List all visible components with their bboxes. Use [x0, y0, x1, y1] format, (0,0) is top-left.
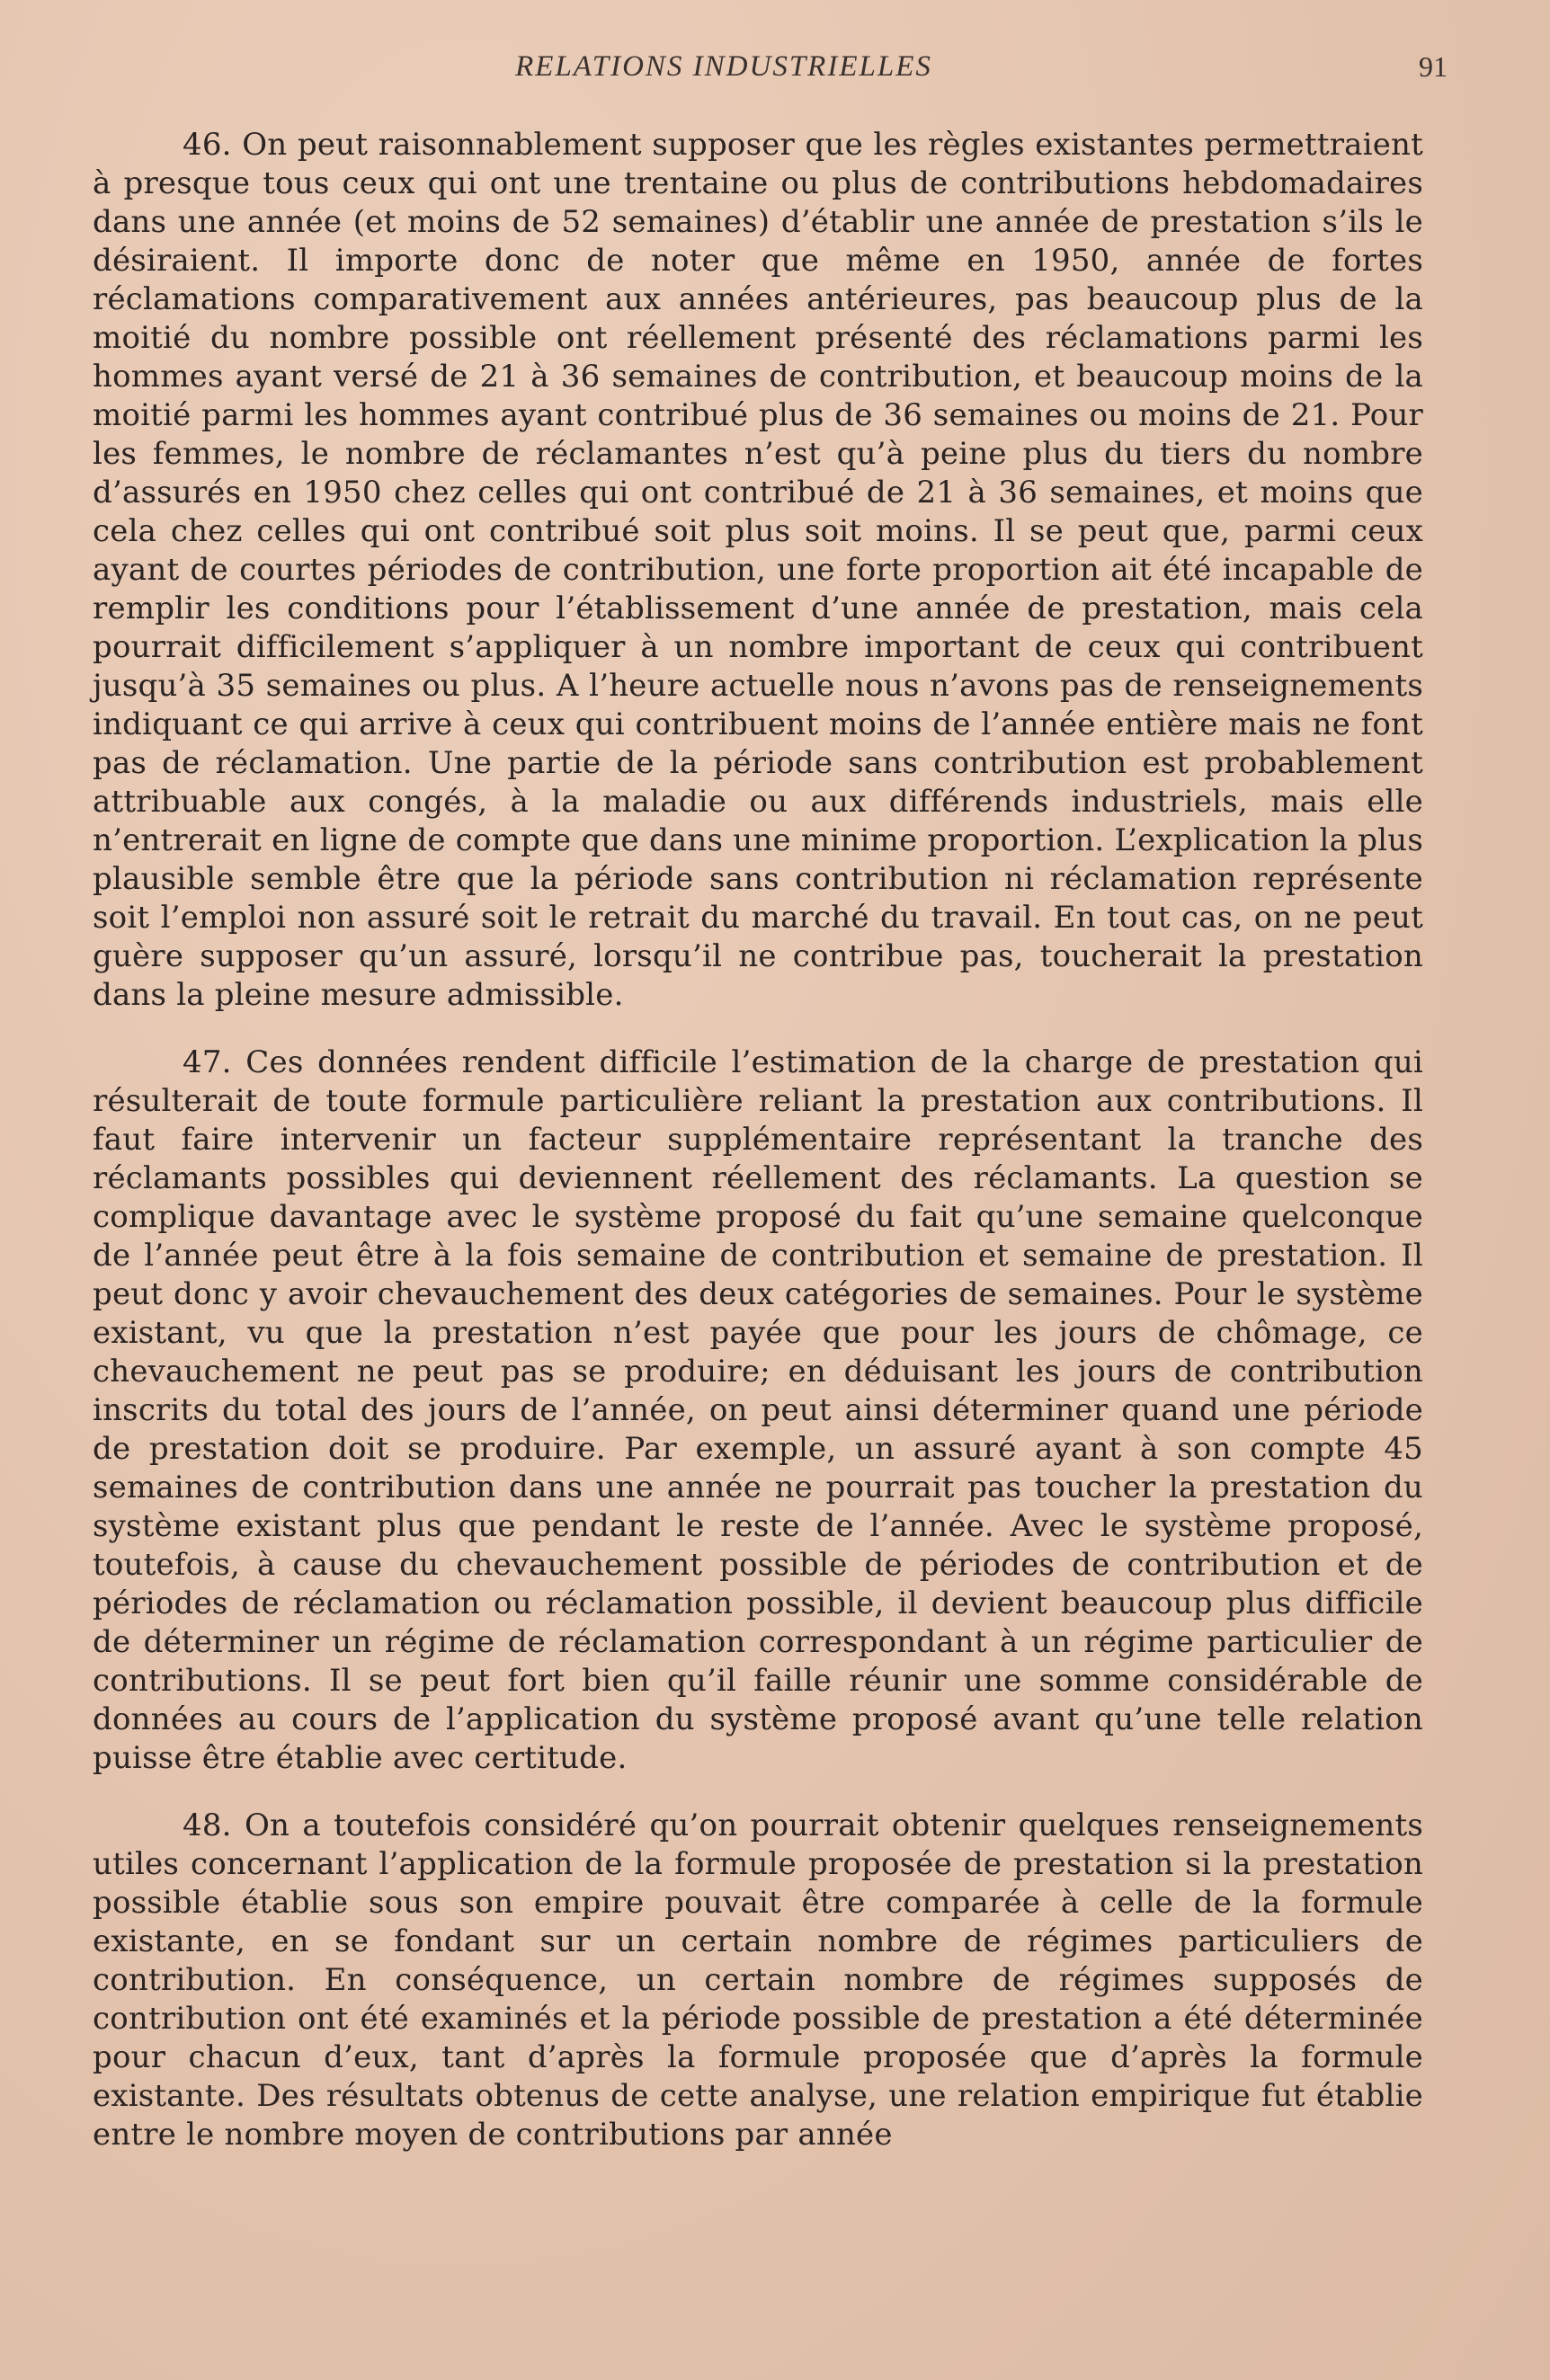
paragraph-number: 46. — [183, 127, 232, 163]
running-head — [90, 50, 1448, 95]
paragraph-text: On peut raisonnablement supposer que les règles existantes permettraient à presque tous ceux qui ont une trentaine ou plus de contributions hebdomadaires dans une année (et moins de 52 semaines) d’établir une année de prestation s’ils le désiraient. Il importe donc de noter que même en 1950, année de fortes réclamations comparativement aux années antérieures, pas beaucoup plus de la moitié du nombre possible ont réellement présenté des réclamations parmi les hommes ayant versé de 21 à 36 semaines de contribution, et beaucoup moins de la moitié parmi les hommes ayant contribué plus de 36 semaines ou moins de 21. Pour les femmes, le nombre de réclamantes n’est qu’à peine plus du tiers du nombre d’assurés en 1950 chez celles qui ont contribué de 21 à 36 semaines, et moins que cela chez celles qui ont contribué soit plus soit moins. Il se peut que, parmi ceux ayant de courtes périodes de contribution, une forte proportion ait été incapable de remplir les conditions pour l’établissement d’une année de prestation, mais cela pourrait difficilement s’appliquer à un nombre important de ceux qui contribuent jusqu’à 35 semaines ou plus. A l’heure actuelle nous n’avons pas de renseignements indiquant ce qui arrive à ceux qui contribuent moins de l’année entière mais ne font pas de réclamation. Une partie de la période sans contribution est probablement attribuable aux congés, à la maladie ou aux différends industriels, mais elle n’entrerait en ligne de compte que dans une minime proportion. L’explication la plus plausible semble être que la période sans contribution ni réclamation représente soit l’emploi non assuré soit le retrait du marché du travail. En tout cas, on ne peut guère supposer qu’un assuré, lorsqu’il ne contribue pas, toucherait la prestation dans la pleine mesure admissible. — [93, 127, 1423, 1013]
paragraph-number: 48. — [183, 1807, 232, 1843]
paragraph-47 — [93, 1043, 1423, 1778]
paragraph-number: 47. — [183, 1044, 232, 1080]
paragraph-48 — [93, 1807, 1423, 2154]
body-text — [93, 126, 1423, 2183]
running-title: RELATIONS INDUSTRIELLES — [515, 50, 932, 83]
paragraph-text: On a toutefois considéré qu’on pourrait obtenir quelques renseignements utiles concernant l’application de la formule proposée de prestation si la prestation possible établie sous son empire pouvait être comparée à celle de la formule existante, en se fondant sur un certain nombre de régimes particuliers de contribution. En conséquence, un certain nombre de régimes supposés de contribution ont été examinés et la période possible de prestation a été déterminée pour chacun d’eux, tant d’après la formule proposée que d’après la formule existante. Des résultats obtenus de cette analyse, une relation empirique fut établie entre le nombre moyen de contributions par année — [93, 1807, 1424, 2153]
paragraph-46 — [93, 126, 1423, 1015]
paragraph-text: Ces données rendent difficile l’estimation de la charge de prestation qui résulterait de toute formule particulière reliant la prestation aux contributions. Il faut faire intervenir un facteur supplémentaire représentant la tranche des réclamants possibles qui deviennent réellement des réclamants. La question se complique davantage avec le système proposé du fait qu’une semaine quelconque de l’année peut être à la fois semaine de contribution et semaine de prestation. Il peut donc y avoir chevauchement des deux catégories de semaines. Pour le système existant, vu que la prestation n’est payée que pour les jours de chômage, ce chevauchement ne peut pas se produire; en déduisant les jours de contribution inscrits du total des jours de l’année, on peut ainsi déterminer quand une période de prestation doit se produire. Par exemple, un assuré ayant à son compte 45 semaines de contribution dans une année ne pourrait pas toucher la prestation du système existant plus que pendant le reste de l’année. Avec le système proposé, toutefois, à cause du chevauchement possible de périodes de contribution et de périodes de réclamation ou réclamation possible, il devient beaucoup plus difficile de déterminer un régime de réclamation correspondant à un régime particulier de contributions. Il se peut fort bien qu’il faille réunir une somme considérable de données au cours de l’application du système proposé avant qu’une telle relation puisse être établie avec certitude. — [93, 1044, 1423, 1776]
page-number: 91 — [1419, 50, 1448, 83]
